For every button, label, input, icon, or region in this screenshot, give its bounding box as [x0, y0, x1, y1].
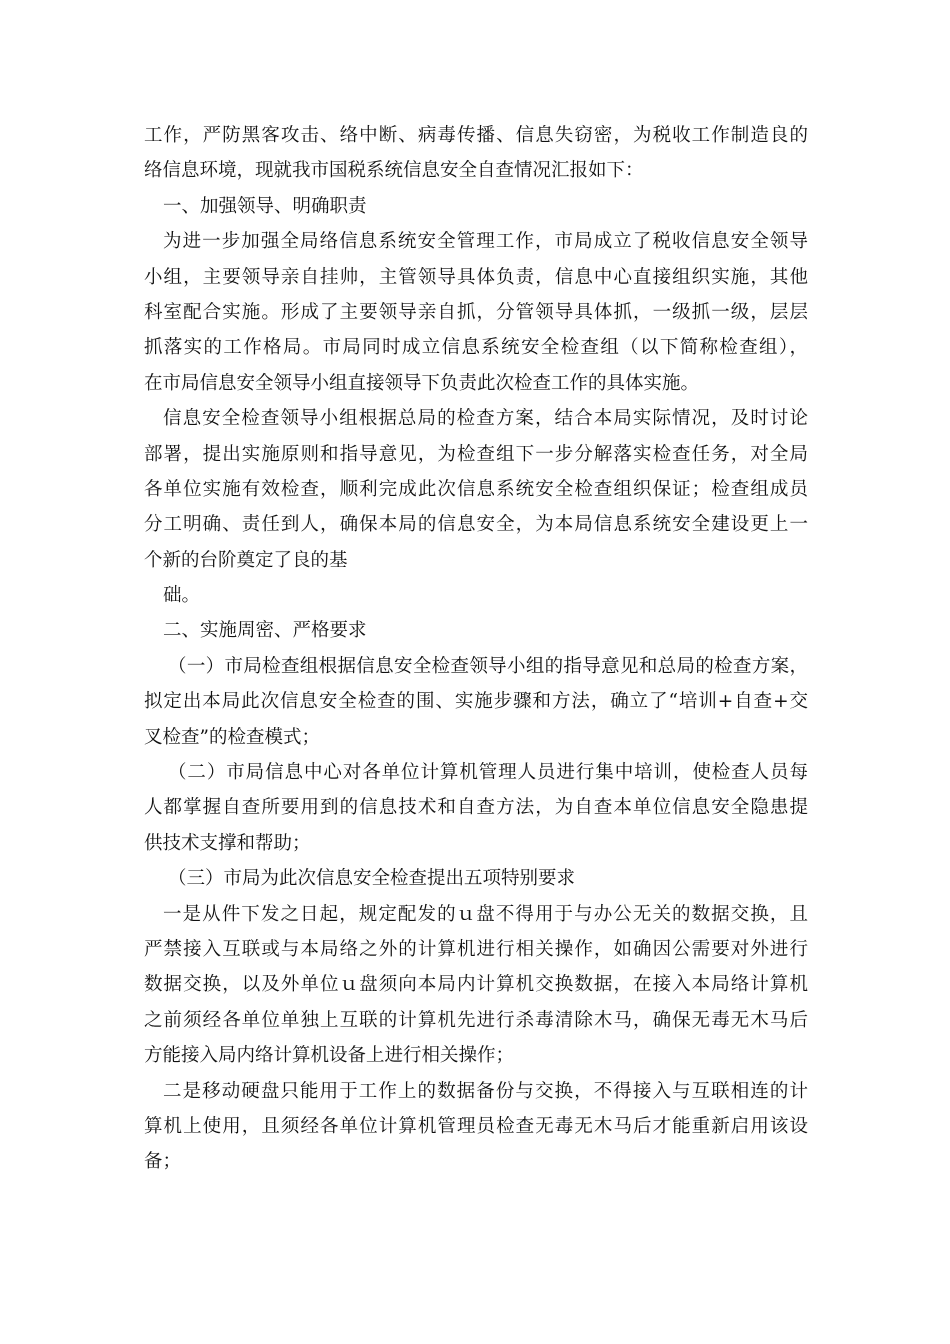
paragraph-line-30: 备；	[144, 1151, 182, 1173]
paragraph-line-19: （二）市局信息中心对各单位计算机管理人员进行集中培训，使检查人员每	[168, 762, 808, 784]
paragraph-line-5: 小组，主要领导亲自挂帅，主管领导具体负责，信息中心直接组织实施，其他	[144, 266, 808, 288]
paragraph-line-17: 拟定出本局此次信息安全检查的围、实施步骤和方法，确立了“培训+自查+交	[144, 691, 808, 713]
paragraph-line-18: 叉检查”的检查模式；	[144, 726, 320, 748]
paragraph-line-4: 为进一步加强全局络信息系统安全管理工作，市局成立了税收信息安全领导	[163, 231, 808, 253]
paragraph-line-29: 算机上使用，且须经各单位计算机管理员检查无毒无木马后才能重新启用该设	[144, 1115, 808, 1137]
paragraph-line-13: 个新的台阶奠定了良的基	[144, 549, 348, 571]
paragraph-line-16: （一）市局检查组根据信息安全检查领导小组的指导意见和总局的检查方案，	[168, 655, 808, 677]
paragraph-line-20: 人都掌握自查所要用到的信息技术和自查方法，为自查本单位信息安全隐患提	[144, 797, 808, 819]
paragraph-line-26: 之前须经各单位单独上互联的计算机先进行杀毒清除木马，确保无毒无木马后	[144, 1009, 808, 1031]
paragraph-line-9: 信息安全检查领导小组根据总局的检查方案，结合本局实际情况，及时讨论	[163, 408, 808, 430]
paragraph-line-2: 络信息环境，现就我市国税系统信息安全自查情况汇报如下：	[144, 160, 644, 182]
section-heading-1: 一、加强领导、明确职责	[163, 195, 367, 217]
paragraph-line-21: 供技术支撑和帮助；	[144, 832, 311, 854]
paragraph-line-28: 二是移动硬盘只能用于工作上的数据备份与交换，不得接入与互联相连的计	[163, 1080, 808, 1102]
section-heading-2: 二、实施周密、严格要求	[163, 620, 367, 642]
paragraph-line-22: （三）市局为此次信息安全检查提出五项特别要求	[168, 868, 576, 890]
paragraph-line-11: 各单位实施有效检查，顺利完成此次信息系统安全检查组织保证；检查组成员	[144, 478, 808, 500]
paragraph-line-23: 一是从件下发之日起，规定配发的ｕ盘不得用于与办公无关的数据交换，且	[163, 903, 808, 925]
paragraph-line-27: 方能接入局内络计算机设备上进行相关操作；	[144, 1045, 515, 1067]
paragraph-line-24: 严禁接入互联或与本局络之外的计算机进行相关操作，如确因公需要对外进行	[144, 938, 808, 960]
paragraph-line-25: 数据交换，以及外单位ｕ盘须向本局内计算机交换数据，在接入本局络计算机	[144, 974, 808, 996]
paragraph-line-10: 部署，提出实施原则和指导意见，为检查组下一步分解落实检查任务，对全局	[144, 443, 808, 465]
paragraph-line-1: 工作，严防黑客攻击、络中断、病毒传播、信息失窃密，为税收工作制造良的	[144, 125, 808, 146]
document-body	[144, 118, 808, 1180]
paragraph-line-7: 抓落实的工作格局。市局同时成立信息系统安全检查组（以下简称检查组），	[144, 337, 808, 359]
paragraph-line-6: 科室配合实施。形成了主要领导亲自抓，分管领导具体抓，一级抓一级，层层	[144, 301, 808, 323]
paragraph-line-12: 分工明确、责任到人，确保本局的信息安全，为本局信息系统安全建设更上一	[144, 514, 808, 536]
paragraph-line-14: 础。	[163, 585, 201, 607]
paragraph-line-8: 在市局信息安全领导小组直接领导下负责此次检查工作的具体实施。	[144, 372, 700, 394]
